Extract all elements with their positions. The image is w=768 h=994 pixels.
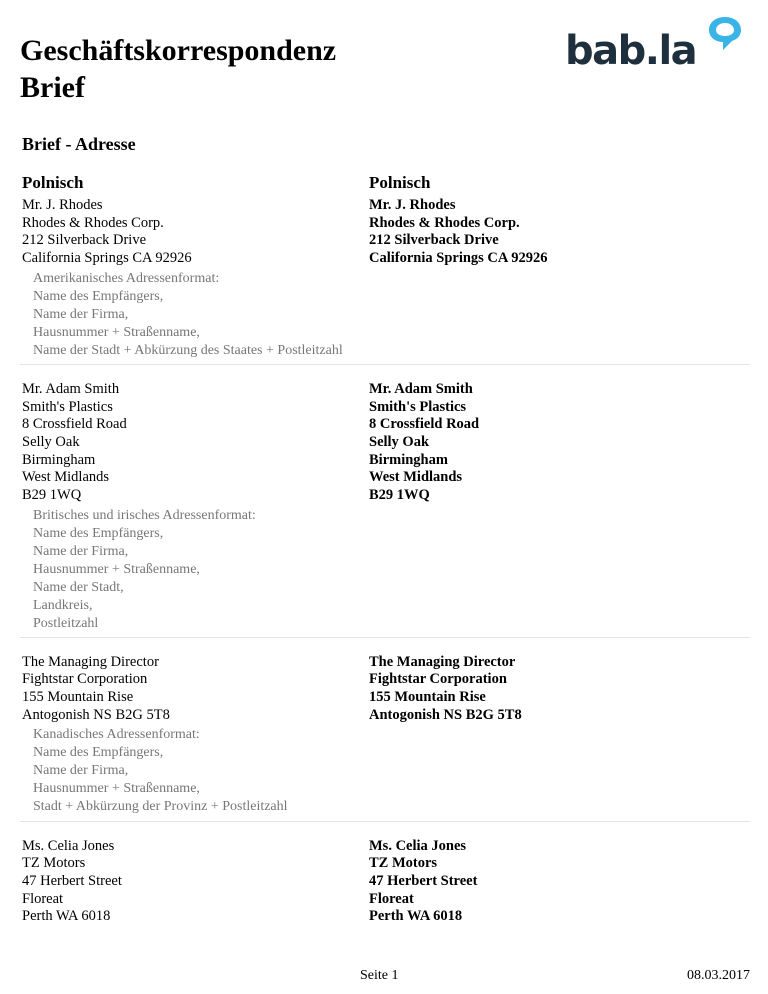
entry-divider xyxy=(20,821,750,822)
format-note-line: Hausnummer + Straßenname, xyxy=(33,781,200,797)
source-address-line: 47 Herbert Street xyxy=(22,872,122,889)
logo-text: bab.la xyxy=(565,28,697,74)
format-note-line: Amerikanisches Adressenformat: xyxy=(33,270,220,286)
source-address-line: Mr. J. Rhodes xyxy=(22,197,103,213)
page-number: Seite 1 xyxy=(360,968,399,983)
format-note xyxy=(33,507,256,633)
page-title-line1: Geschäftskorrespondenz xyxy=(20,34,337,67)
source-address-line: Fightstar Corporation xyxy=(22,671,148,688)
target-address-line: Antogonish NS B2G 5T8 xyxy=(369,706,522,723)
source-address xyxy=(22,197,192,268)
target-address-line: Selly Oak xyxy=(369,433,430,450)
source-address-line: Rhodes & Rhodes Corp. xyxy=(22,214,164,231)
target-address-line: West Midlands xyxy=(369,469,463,486)
source-address-line: The Managing Director xyxy=(22,653,159,670)
target-address-line: 8 Crossfield Road xyxy=(369,416,480,433)
format-note-line: Landkreis, xyxy=(33,597,93,613)
target-address-line: B29 1WQ xyxy=(369,487,430,504)
target-address-line: 47 Herbert Street xyxy=(369,872,478,889)
target-address-line: Mr. Adam Smith xyxy=(369,380,473,397)
source-address-line: California Springs CA 92926 xyxy=(22,250,192,267)
entry-divider xyxy=(20,637,750,638)
target-address-line: 212 Silverback Drive xyxy=(369,232,499,249)
format-note-line: Britisches und irisches Adressenformat: xyxy=(33,507,256,523)
page-title-line2: Brief xyxy=(20,71,85,104)
target-address-line: Birmingham xyxy=(369,451,448,468)
target-address-line: 155 Mountain Rise xyxy=(369,689,486,706)
target-address-line: California Springs CA 92926 xyxy=(369,250,548,267)
target-address-line: The Managing Director xyxy=(369,653,516,670)
target-address-line: Perth WA 6018 xyxy=(369,908,463,925)
target-address xyxy=(369,381,479,505)
format-note xyxy=(33,270,343,360)
entry-divider xyxy=(20,364,750,365)
format-note-line: Name der Firma, xyxy=(33,763,129,779)
source-address xyxy=(22,838,122,927)
source-address-line: Perth WA 6018 xyxy=(22,908,111,925)
format-note-line: Name der Firma, xyxy=(33,543,129,559)
format-note-line: Hausnummer + Straßenname, xyxy=(33,324,200,340)
source-address-line: TZ Motors xyxy=(22,855,86,872)
source-address-line: 212 Silverback Drive xyxy=(22,232,147,249)
source-address-line: Ms. Celia Jones xyxy=(22,837,115,854)
source-address-line: Smith's Plastics xyxy=(22,398,113,415)
target-address-line: Mr. J. Rhodes xyxy=(369,197,456,213)
source-address-line: B29 1WQ xyxy=(22,487,82,504)
format-note-line: Kanadisches Adressenformat: xyxy=(33,727,200,743)
format-note-line: Hausnummer + Straßenname, xyxy=(33,561,200,577)
format-note-line: Stadt + Abkürzung der Provinz + Postleitzahl xyxy=(33,799,288,815)
source-address-line: Birmingham xyxy=(22,451,96,468)
source-address-line: West Midlands xyxy=(22,469,110,486)
source-address xyxy=(22,381,127,505)
target-address xyxy=(369,654,522,725)
section-title: Brief - Adresse xyxy=(22,134,136,154)
target-address-line: Smith's Plastics xyxy=(369,398,467,415)
format-note-line: Name des Empfängers, xyxy=(33,525,164,541)
source-address-line: Mr. Adam Smith xyxy=(22,380,120,397)
format-note-line: Postleitzahl xyxy=(33,615,99,631)
column-header-source: Polnisch xyxy=(22,173,84,192)
target-address xyxy=(369,197,547,268)
target-address-line: Floreat xyxy=(369,890,414,907)
source-address-line: Selly Oak xyxy=(22,433,80,450)
source-address-line: Antogonish NS B2G 5T8 xyxy=(22,706,170,723)
source-address-line: 155 Mountain Rise xyxy=(22,689,134,706)
format-note-line: Name des Empfängers, xyxy=(33,745,164,761)
footer-date: 08.03.2017 xyxy=(687,968,750,983)
column-header-target: Polnisch xyxy=(369,173,431,192)
format-note-line: Name der Stadt, xyxy=(33,579,124,595)
speech-bubble-icon xyxy=(705,14,745,54)
source-address-line: Floreat xyxy=(22,890,64,907)
format-note xyxy=(33,726,288,816)
source-address xyxy=(22,654,170,725)
source-address-line: 8 Crossfield Road xyxy=(22,416,127,433)
format-note-line: Name der Stadt + Abkürzung des Staates + Postleitzahl xyxy=(33,342,343,358)
target-address-line: Rhodes & Rhodes Corp. xyxy=(369,214,520,231)
target-address-line: TZ Motors xyxy=(369,855,438,872)
page-title xyxy=(20,32,336,106)
target-address-line: Ms. Celia Jones xyxy=(369,837,467,854)
format-note-line: Name der Firma, xyxy=(33,306,129,322)
target-address xyxy=(369,838,477,927)
babla-logo xyxy=(565,14,755,78)
target-address-line: Fightstar Corporation xyxy=(369,671,507,688)
format-note-line: Name des Empfängers, xyxy=(33,288,164,304)
